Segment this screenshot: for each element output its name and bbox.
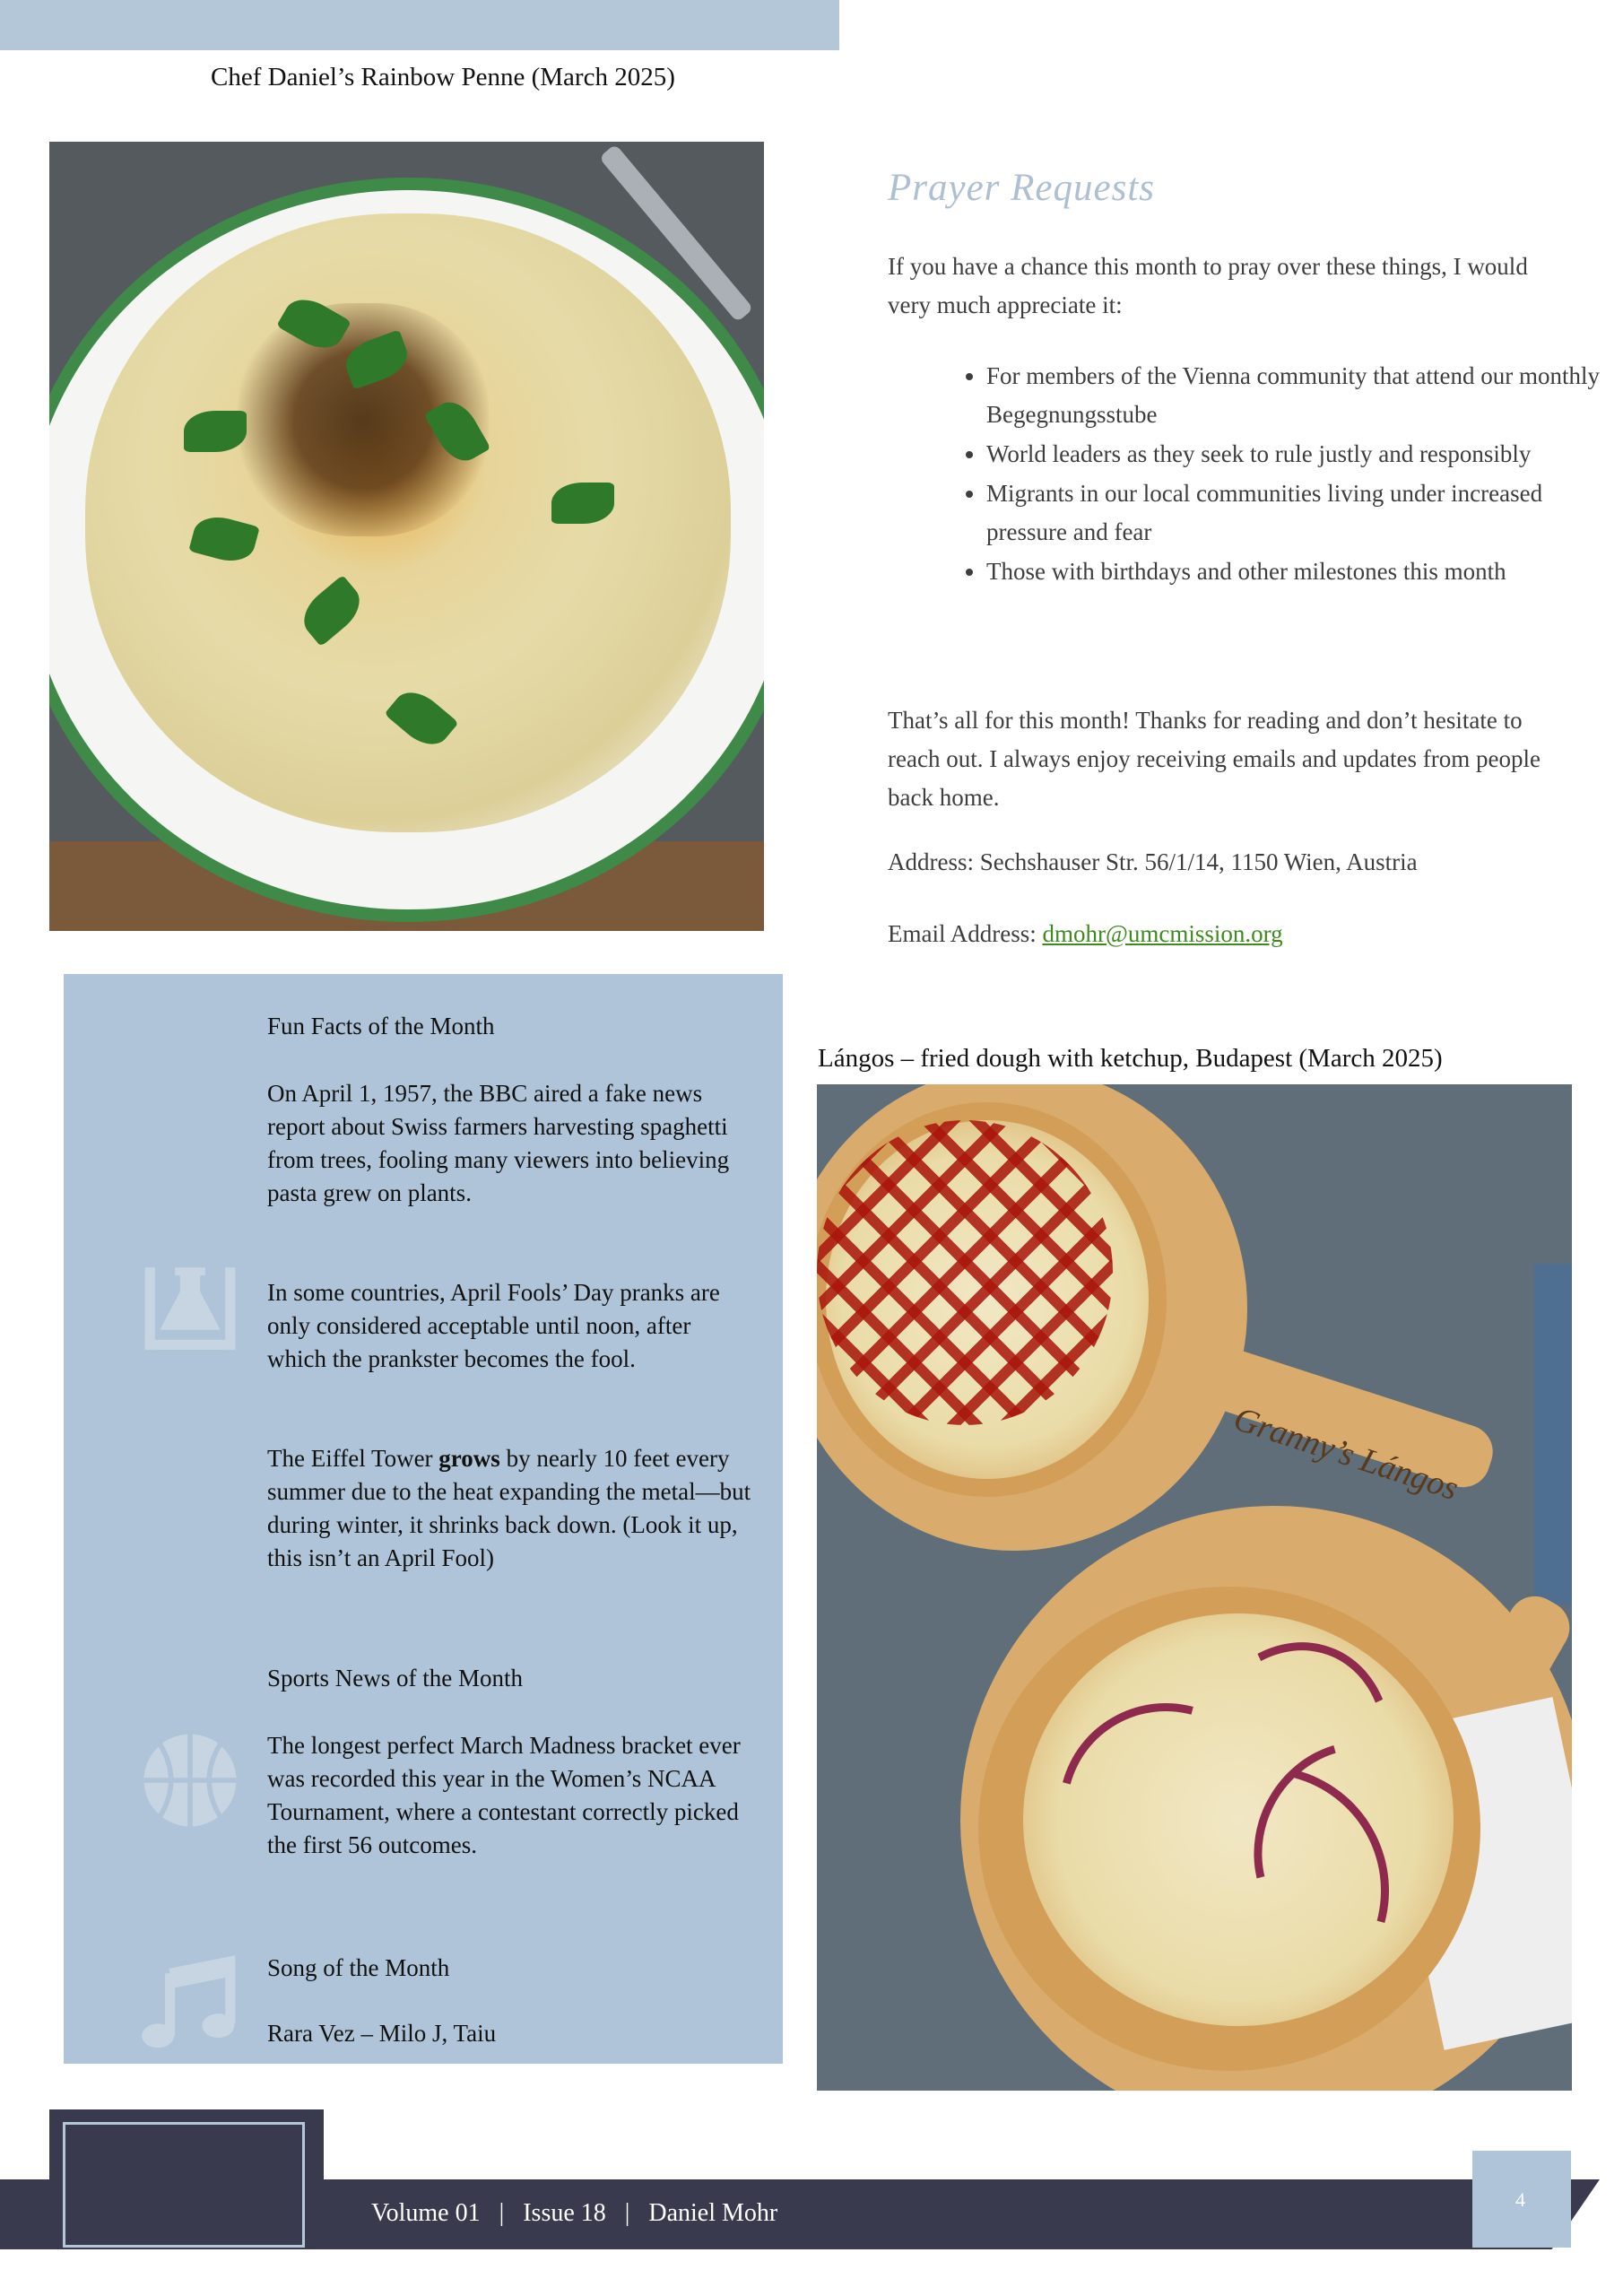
fun-fact-2: In some countries, April Fools’ Day pranks are only considered acceptable until noon, after which the prankster becomes the fool. <box>267 1279 720 1372</box>
sports-text: The longest perfect March Madness bracket ever was recorded this year in the Women’s NCAA Tournament, where a contestant correctly picked the first 56 outcomes. <box>267 1732 741 1858</box>
footer-author: Daniel Mohr <box>648 2199 778 2227</box>
footer-issue: Issue 18 <box>523 2199 606 2227</box>
prayer-item: • Migrants in our local communities living under increased pressure and fear <box>986 474 1614 552</box>
footer-separator: | <box>499 2199 505 2227</box>
board-writing: Granny’s Lángos <box>1228 1399 1463 1509</box>
prayer-intro: If you have a chance this month to pray over these things, I would very much appreciate it: <box>888 253 1528 318</box>
langos-photo <box>817 1084 1572 2091</box>
fun-facts-heading: Fun Facts of the Month <box>267 1013 495 1039</box>
prayer-requests-title: Prayer Requests <box>888 167 1156 209</box>
fun-facts-sidebar <box>64 974 783 2064</box>
fun-fact-3: The Eiffel Tower grows by nearly 10 feet every summer due to the heat expanding the metal—but during winter, it shrinks back down. (Look it up, this isn’t an April Fool) <box>267 1445 751 1571</box>
fun-fact-1: On April 1, 1957, the BBC aired a fake news report about Swiss farmers harvesting spaghetti from trees, fooling many viewers into believing pasta grew on plants. <box>267 1080 730 1206</box>
page-number: 4 <box>1515 2188 1525 2211</box>
footer-issue-line <box>371 2199 777 2228</box>
langos-photo-caption: Lángos – fried dough with ketchup, Budapest (March 2025) <box>818 1044 1443 1073</box>
footer-volume: Volume 01 <box>371 2199 481 2227</box>
pasta-photo <box>49 142 764 931</box>
email-line <box>888 920 1283 948</box>
basketball-icon <box>140 1730 240 1831</box>
footer-frame <box>63 2122 305 2248</box>
footer-separator: | <box>624 2199 630 2227</box>
song-text: Rara Vez – Milo J, Taiu <box>267 2020 497 2047</box>
music-note-icon <box>140 1953 240 2054</box>
sports-heading: Sports News of the Month <box>267 1665 523 1692</box>
header-accent-bar <box>0 0 839 50</box>
email-label: Email Address: <box>888 920 1043 947</box>
mailing-address: Address: Sechshauser Str. 56/1/14, 1150 Wien, Austria <box>888 848 1418 875</box>
prayer-list <box>938 357 1614 592</box>
prayer-item: • For members of the Vienna community that attend our monthly Begegnungsstube <box>986 357 1614 434</box>
email-link[interactable]: dmohr@umcmission.org <box>1042 920 1283 947</box>
closing-text: That’s all for this month! Thanks for reading and don’t hesitate to reach out. I always enjoy receiving emails and updates from people back home. <box>888 707 1541 811</box>
flask-icon <box>140 1257 240 1358</box>
pasta-photo-caption: Chef Daniel’s Rainbow Penne (March 2025) <box>211 63 675 91</box>
prayer-item: • World leaders as they seek to rule justly and responsibly <box>986 435 1614 474</box>
song-heading: Song of the Month <box>267 1954 450 1981</box>
prayer-item: • Those with birthdays and other milestones this month <box>986 552 1614 591</box>
